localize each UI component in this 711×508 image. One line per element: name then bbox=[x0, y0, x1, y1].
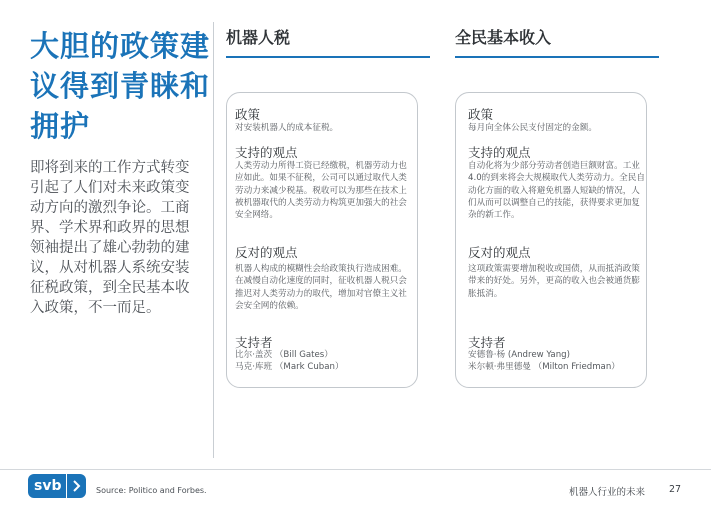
supporter-1: 安德鲁·杨 (Andrew Yang) bbox=[468, 350, 570, 360]
policy-text: 对安装机器人的成本征税。 bbox=[235, 123, 339, 133]
svb-logo bbox=[28, 474, 86, 498]
policy-label: 政策 bbox=[235, 107, 261, 122]
supporter-1: 比尔·盖茨 （Bill Gates） bbox=[235, 350, 333, 360]
supporters-label: 支持者 bbox=[468, 335, 506, 350]
con-label: 反对的观点 bbox=[235, 245, 298, 260]
chevron-right-icon bbox=[66, 474, 86, 498]
column-rule-robot-tax bbox=[226, 56, 430, 58]
con-text: 机器人构成的模糊性会给政策执行造成困难。在减慢自动化速度的同时，征收机器人税只会推迟对人类劳动力的取代，增加对官僚主义社会安全网的依赖。 bbox=[235, 264, 407, 311]
policy-text: 每月向全体公民支付固定的金额。 bbox=[468, 123, 597, 133]
column-title-ubi: 全民基本收入 bbox=[455, 28, 552, 47]
supporter-2: 米尔顿·弗里德曼 （Milton Friedman） bbox=[468, 362, 620, 372]
column-divider bbox=[213, 22, 214, 458]
card-robot-tax bbox=[226, 92, 418, 388]
supporters-label: 支持者 bbox=[235, 335, 273, 350]
footer-title: 机器人行业的未来 bbox=[569, 487, 646, 498]
source-note: Source: Politico and Forbes. bbox=[96, 486, 207, 495]
column-rule-ubi bbox=[455, 56, 659, 58]
supporter-2: 马克·库班 （Mark Cuban） bbox=[235, 362, 344, 372]
column-title-robot-tax: 机器人税 bbox=[226, 28, 291, 47]
pro-label: 支持的观点 bbox=[468, 145, 531, 160]
footer-rule bbox=[0, 469, 711, 470]
logo-text: svb bbox=[34, 478, 62, 494]
pro-label: 支持的观点 bbox=[235, 145, 298, 160]
pro-text: 自动化将为少部分劳动者创造巨额财富。工业4.0的到来将会大规模取代人类劳动力。全民自动化方面的收入将避免机器人短缺的情况，人们从而可以调整自己的技能，获得要求更加复杂的新工作。 bbox=[468, 161, 645, 221]
intro-paragraph: 即将到来的工作方式转变引起了人们对未来政策变动方向的激烈争论。工商界、学术界和政界的思想领袖提出了雄心勃勃的建议，从对机器人系统安装征税政策，到全民基本收入政策，不一而足。 bbox=[30, 160, 190, 316]
con-label: 反对的观点 bbox=[468, 245, 531, 260]
page-number: 27 bbox=[669, 484, 682, 495]
page-headline: 大胆的政策建议得到青睐和拥护 bbox=[30, 29, 211, 143]
con-text: 这项政策需要增加税收或国债，从而抵消政策带来的好处。另外，更高的收入也会被通货膨胀抵消。 bbox=[468, 264, 640, 299]
card-ubi bbox=[455, 92, 647, 388]
pro-text: 人类劳动力所得工资已经缴税，机器劳动力也应如此。如果不征税，公司可以通过取代人类劳动力来减少税基。税收可以为那些在技术上被机器取代的人类劳动力构筑更加强大的社会安全网络。 bbox=[235, 161, 407, 221]
policy-label: 政策 bbox=[468, 107, 494, 122]
